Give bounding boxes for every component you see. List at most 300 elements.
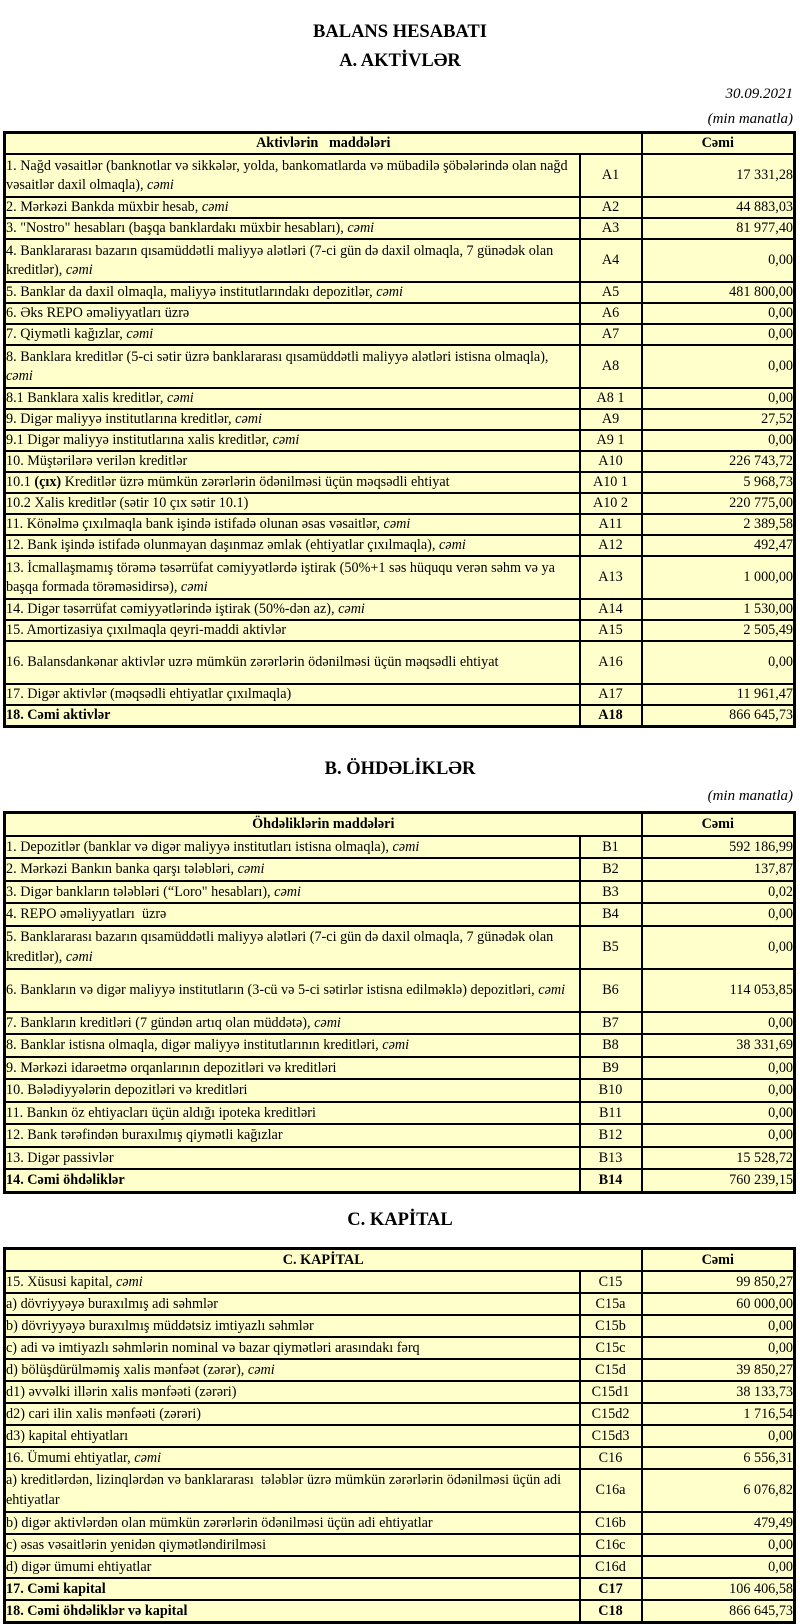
- row-code: C15c: [580, 1337, 642, 1359]
- row-label-segment: 10. Bələdiyyələrin depozitləri və kreditləri: [6, 1082, 248, 1098]
- table-row: [5, 493, 795, 514]
- row-label: [5, 881, 580, 904]
- row-value: 15 528,72: [642, 1147, 795, 1170]
- row-value: 592 186,99: [642, 836, 795, 859]
- row-label-segment: cəmi: [274, 883, 301, 900]
- row-code: B5: [580, 926, 642, 969]
- row-label-segment: cəmi: [538, 981, 566, 998]
- row-value: 1 530,00: [642, 599, 795, 620]
- row-value: 481 800,00: [642, 282, 795, 303]
- row-label-segment: 6. Bankların və digər maliyyə institutların (3-cü və 5-ci sətirlər istisna edilməklə) depozitləri,: [6, 981, 539, 998]
- row-label-segment: 16. Ümumi ehtiyatlar,: [6, 1449, 135, 1466]
- table-row: [5, 472, 795, 493]
- row-value: 106 406,58: [642, 1578, 795, 1600]
- row-value: 0,00: [642, 1556, 795, 1578]
- row-value: 1 000,00: [642, 556, 795, 599]
- table-row: [5, 1556, 795, 1578]
- table-row: [5, 451, 795, 472]
- row-label-segment: 8. Banklara kreditlər (5-ci sətir üzrə banklararası qısamüddətli maliyyə alətləri istisna olmaqla),: [6, 348, 553, 365]
- row-label-segment: 6. Əks REPO əməliyyatları üzrə: [6, 305, 190, 321]
- row-code: B10: [580, 1079, 642, 1102]
- row-label-segment: 1. Nağd vəsaitlər (banknotlar və sikkələr, yolda, bankomatlarda və mübadilə şöbələrində olan nağd vəsaitlər daxil olmaqla),: [6, 157, 572, 193]
- row-label-segment: 12. Bank tərəfindən buraxılmış qiymətli kağızlar: [6, 1127, 283, 1143]
- table-row: [5, 1315, 795, 1337]
- row-label: [5, 154, 580, 197]
- row-code: C16d: [580, 1556, 642, 1578]
- table-row: [5, 197, 795, 218]
- row-label-segment: b) digər aktivlərdən olan mümkün zərərlərin ödənilməsi üçün adi ehtiyatlar: [6, 1514, 433, 1531]
- section-c-heading: C. KAPİTAL: [347, 1209, 453, 1230]
- row-label: [5, 969, 580, 1012]
- row-value: 0,00: [642, 1012, 795, 1035]
- row-value: 6 556,31: [642, 1447, 795, 1469]
- row-label: [5, 451, 580, 472]
- assets-header-row: [5, 133, 795, 155]
- table-row: [5, 409, 795, 430]
- row-value: 2 389,58: [642, 514, 795, 535]
- table-row: [5, 836, 795, 859]
- table-row: [5, 705, 795, 727]
- row-value: 0,00: [642, 641, 795, 684]
- row-label: [5, 1534, 580, 1556]
- row-label-segment: cəmi: [338, 601, 365, 617]
- row-value: 2 505,49: [642, 620, 795, 641]
- row-label-segment: 14. Cəmi öhdəliklər: [6, 1172, 125, 1188]
- table-row: [5, 556, 795, 599]
- row-label-segment: cəmi: [65, 261, 93, 278]
- row-label-segment: 8.1 Banklara xalis kreditlər,: [6, 390, 167, 406]
- row-value: 1 716,54: [642, 1403, 795, 1425]
- row-label-segment: cəmi: [126, 326, 154, 342]
- row-label-segment: 5. Banklararası bazarın qısamüddətli maliyyə alətləri (7-ci gün də daxil olmaqla, 7 günədək olan kreditlər),: [6, 928, 557, 965]
- row-label: [5, 1359, 580, 1381]
- row-label: [5, 641, 580, 684]
- row-label-segment: 7. Bankların kreditləri (7 gündən artıq olan müddətə),: [6, 1014, 315, 1031]
- row-label: [5, 1512, 580, 1534]
- row-code: A10: [580, 451, 642, 472]
- table-row: [5, 388, 795, 409]
- row-label-segment: cəmi: [147, 176, 174, 193]
- capital-header-row: [5, 1248, 795, 1271]
- row-label: [5, 430, 580, 451]
- row-label-segment: cəmi: [392, 838, 420, 855]
- table-row: [5, 903, 795, 926]
- row-label-segment: 3. Digər bankların tələbləri (“Loro" hesabları),: [6, 883, 275, 900]
- row-label: [5, 218, 580, 239]
- row-label: [5, 1600, 580, 1623]
- row-label: [5, 388, 580, 409]
- row-label-segment: cəmi: [272, 432, 300, 448]
- table-row: [5, 684, 795, 705]
- row-code: A6: [580, 303, 642, 324]
- table-row: [5, 345, 795, 388]
- row-code: A14: [580, 599, 642, 620]
- row-code: C15b: [580, 1315, 642, 1337]
- row-code: C15a: [580, 1293, 642, 1315]
- row-code: C15d1: [580, 1381, 642, 1403]
- row-code: C17: [580, 1578, 642, 1600]
- row-label: [5, 1271, 580, 1293]
- row-value: 479,49: [642, 1512, 795, 1534]
- row-label-segment: c) əsas vəsaitlərin yenidən qiymətləndirilməsi: [6, 1536, 267, 1553]
- table-row: [5, 324, 795, 345]
- row-label-segment: 9. Mərkəzi idarəetmə orqanlarının depozitləri və kreditləri: [6, 1059, 337, 1076]
- row-value: 0,00: [642, 926, 795, 969]
- row-code: B11: [580, 1102, 642, 1125]
- row-code: B2: [580, 858, 642, 881]
- row-label-segment: 1. Depozitlər (banklar və digər maliyyə institutları istisna olmaqla),: [6, 838, 393, 855]
- table-row: [5, 881, 795, 904]
- row-code: C18: [580, 1600, 642, 1623]
- row-label-segment: cəmi: [247, 1361, 275, 1378]
- row-label-segment: a) kreditlərdən, lizinqlərdən və banklararası tələblər üzrə mümkün zərərlərin ödənilməsi üçün adi ehtiyatlar: [6, 1472, 565, 1508]
- row-label-segment: 13. Digər passivlər: [6, 1149, 114, 1166]
- row-label: [5, 324, 580, 345]
- row-label-segment: cəmi: [6, 367, 33, 384]
- row-label: [5, 599, 580, 620]
- row-label: [5, 409, 580, 430]
- row-label-segment: 3. "Nostro" hesabları (başqa banklardakı müxbir hesabları),: [6, 220, 348, 236]
- row-code: A16: [580, 641, 642, 684]
- row-label-segment: 17. Cəmi kapital: [6, 1580, 106, 1597]
- table-row: [5, 926, 795, 969]
- table-row: [5, 514, 795, 535]
- row-label: [5, 1102, 580, 1125]
- table-row: [5, 282, 795, 303]
- row-label: [5, 1447, 580, 1469]
- row-code: A13: [580, 556, 642, 599]
- row-value: 866 645,73: [642, 705, 795, 727]
- row-code: A10 1: [580, 472, 642, 493]
- table-row: [5, 1534, 795, 1556]
- section-b-heading: B. ÖHDƏLİKLƏR: [324, 759, 476, 779]
- row-label: [5, 1425, 580, 1447]
- row-value: 0,00: [642, 1079, 795, 1102]
- row-value: 0,00: [642, 1337, 795, 1359]
- row-label-segment: cəmi: [166, 390, 194, 406]
- row-code: A1: [580, 154, 642, 197]
- row-code: A11: [580, 514, 642, 535]
- capital-table: [3, 1247, 796, 1624]
- row-label-segment: 2. Mərkəzi Bankın banka qarşı tələbləri,: [6, 861, 238, 877]
- row-label-segment: 10.2 Xalis kreditlər (sətir 10 çıx sətir 10.1): [6, 495, 249, 511]
- row-label-segment: 9.1 Digər maliyyə institutlarına xalis kreditlər,: [6, 432, 273, 448]
- row-value: 226 743,72: [642, 451, 795, 472]
- table-row: [5, 535, 795, 556]
- row-code: A12: [580, 535, 642, 556]
- row-label-segment: cəmi: [201, 199, 229, 215]
- table-row: [5, 1012, 795, 1035]
- liabilities-total-column-header: Cəmi: [642, 813, 795, 836]
- row-label: [5, 1315, 580, 1337]
- row-label-segment: cəmi: [383, 516, 411, 532]
- row-label-segment: 10. Müştərilərə verilən kreditlər: [6, 453, 188, 469]
- row-label-segment: d3) kapital ehtiyatları: [6, 1427, 129, 1444]
- table-row: [5, 1147, 795, 1170]
- row-code: B4: [580, 903, 642, 926]
- row-label: [5, 1034, 580, 1057]
- row-value: 60 000,00: [642, 1293, 795, 1315]
- row-label-segment: cəmi: [376, 284, 403, 300]
- row-label: [5, 1469, 580, 1512]
- row-label-segment: 15. Amortizasiya çıxılmaqla qeyri-maddi aktivlər: [6, 622, 287, 638]
- row-label: [5, 282, 580, 303]
- row-label: [5, 239, 580, 282]
- row-label: [5, 1147, 580, 1170]
- table-row: [5, 1079, 795, 1102]
- row-value: 0,00: [642, 1124, 795, 1147]
- row-value: 0,00: [642, 345, 795, 388]
- row-label-segment: c) adi və imtiyazlı səhmlərin nominal və bazar qiymətləri arasındakı fərq: [6, 1339, 420, 1356]
- row-code: C16c: [580, 1534, 642, 1556]
- row-code: B13: [580, 1147, 642, 1170]
- row-code: A10 2: [580, 493, 642, 514]
- row-code: B7: [580, 1012, 642, 1035]
- row-label-segment: cəmi: [180, 578, 208, 595]
- row-value: 0,02: [642, 881, 795, 904]
- row-label: [5, 836, 580, 859]
- table-row: [5, 1403, 795, 1425]
- row-label-segment: 8. Banklar istisna olmaqla, digər maliyyə institutlarının kreditləri,: [6, 1037, 383, 1053]
- row-label: [5, 705, 580, 727]
- row-code: B3: [580, 881, 642, 904]
- row-label-segment: a) dövriyyəyə buraxılmış adi səhmlər: [6, 1295, 218, 1312]
- row-label-segment: cəmi: [134, 1449, 162, 1466]
- row-code: A17: [580, 684, 642, 705]
- row-label-segment: Kreditlər üzrə mümkün zərərlərin ödənilməsi üçün məqsədli ehtiyat: [61, 474, 450, 490]
- table-row: [5, 1169, 795, 1192]
- row-label: [5, 926, 580, 969]
- row-value: 0,00: [642, 1057, 795, 1080]
- table-row: [5, 969, 795, 1012]
- row-value: 11 961,47: [642, 684, 795, 705]
- row-label: [5, 345, 580, 388]
- row-code: A8: [580, 345, 642, 388]
- capital-total-column-header: Cəmi: [642, 1248, 795, 1271]
- row-label: [5, 493, 580, 514]
- row-value: 0,00: [642, 1315, 795, 1337]
- row-label-segment: 16. Balansdankənar aktivlər uzrə mümkün zərərlərin ödənilməsi üçün məqsədli ehtiyat: [6, 654, 499, 670]
- row-value: 0,00: [642, 324, 795, 345]
- row-label-segment: d) bölüşdürülməmiş xalis mənfəət (zərər),: [6, 1361, 248, 1378]
- unit-note-assets: (min manatla): [707, 111, 793, 127]
- row-value: 0,00: [642, 1425, 795, 1447]
- row-code: A2: [580, 197, 642, 218]
- row-label-segment: 18. Cəmi öhdəliklər və kapital: [6, 1602, 188, 1619]
- table-row: [5, 1102, 795, 1125]
- row-label-segment: cəmi: [314, 1014, 341, 1031]
- row-label-segment: cəmi: [65, 949, 93, 965]
- row-label-segment: 5. Banklar da daxil olmaqla, maliyyə institutlarındakı depozitlər,: [6, 284, 377, 300]
- row-code: C15: [580, 1271, 642, 1293]
- table-row: [5, 599, 795, 620]
- row-code: A9: [580, 409, 642, 430]
- table-row: [5, 858, 795, 881]
- row-label: [5, 556, 580, 599]
- row-code: A9 1: [580, 430, 642, 451]
- table-row: [5, 1425, 795, 1447]
- table-row: [5, 1578, 795, 1600]
- table-row: [5, 1337, 795, 1359]
- table-row: [5, 620, 795, 641]
- row-label-segment: 15. Xüsusi kapital,: [6, 1273, 116, 1290]
- row-label: [5, 197, 580, 218]
- row-label-segment: 4. REPO əməliyyatları üzrə: [6, 906, 167, 922]
- row-value: 0,00: [642, 1534, 795, 1556]
- row-label-segment: 7. Qiymətli kağızlar,: [6, 326, 127, 342]
- row-code: C15d3: [580, 1425, 642, 1447]
- row-label-segment: 14. Digər təsərrüfat cəmiyyətlərində iştirak (50%-dən az),: [6, 601, 339, 617]
- liabilities-items-column-header: Öhdəliklərin maddələri: [5, 813, 642, 836]
- row-label-segment: 17. Digər aktivlər (məqsədli ehtiyatlar çıxılmaqla): [6, 686, 292, 702]
- row-label-segment: cəmi: [237, 861, 265, 877]
- row-label-segment: 4. Banklararası bazarın qısamüddətli maliyyə alətləri (7-ci gün də daxil olmaqla, 7 günədək olan kreditlər),: [6, 242, 557, 278]
- row-label-segment: 9. Digər maliyyə institutlarına kreditlər,: [6, 411, 236, 427]
- table-row: [5, 1293, 795, 1315]
- section-a-heading: A. AKTİVLƏR: [339, 51, 461, 71]
- row-code: B14: [580, 1169, 642, 1192]
- row-code: A8 1: [580, 388, 642, 409]
- row-value: 760 239,15: [642, 1169, 795, 1192]
- row-label: [5, 1079, 580, 1102]
- row-label-segment: 10.1: [6, 474, 35, 490]
- row-label-segment: (çıx): [34, 474, 62, 490]
- row-label-segment: cəmi: [382, 1037, 410, 1053]
- table-row: [5, 1447, 795, 1469]
- row-value: 0,00: [642, 1102, 795, 1125]
- table-row: [5, 303, 795, 324]
- table-row: [5, 1034, 795, 1057]
- row-label-segment: d2) cari ilin xalis mənfəəti (zərəri): [6, 1405, 201, 1422]
- row-code: B12: [580, 1124, 642, 1147]
- table-row: [5, 430, 795, 451]
- row-label: [5, 1169, 580, 1192]
- row-label: [5, 514, 580, 535]
- row-value: 114 053,85: [642, 969, 795, 1012]
- row-code: A15: [580, 620, 642, 641]
- row-label: [5, 472, 580, 493]
- row-value: 137,87: [642, 858, 795, 881]
- row-label: [5, 1578, 580, 1600]
- row-label-segment: d) digər ümumi ehtiyatlar: [6, 1558, 152, 1575]
- row-label: [5, 1403, 580, 1425]
- table-row: [5, 1381, 795, 1403]
- row-value: 492,47: [642, 535, 795, 556]
- row-code: B1: [580, 836, 642, 859]
- row-label: [5, 1293, 580, 1315]
- row-code: C16a: [580, 1469, 642, 1512]
- table-row: [5, 1600, 795, 1623]
- row-value: 0,00: [642, 430, 795, 451]
- row-label: [5, 858, 580, 881]
- row-label-segment: cəmi: [347, 220, 375, 236]
- document-title: BALANS HESABATI: [313, 22, 487, 42]
- row-value: 0,00: [642, 239, 795, 282]
- table-row: [5, 1469, 795, 1512]
- table-row: [5, 218, 795, 239]
- table-row: [5, 641, 795, 684]
- row-code: C15d: [580, 1359, 642, 1381]
- table-row: [5, 154, 795, 197]
- row-value: 38 133,73: [642, 1381, 795, 1403]
- row-value: 0,00: [642, 903, 795, 926]
- capital-items-column-header: C. KAPİTAL: [5, 1248, 642, 1271]
- row-label: [5, 620, 580, 641]
- liabilities-table: [3, 811, 796, 1194]
- unit-note-liabilities: (min manatla): [707, 788, 793, 804]
- row-code: C16: [580, 1447, 642, 1469]
- row-label-segment: b) dövriyyəyə buraxılmış müddətsiz imtiyazlı səhmlər: [6, 1317, 314, 1334]
- row-label: [5, 1381, 580, 1403]
- row-code: A18: [580, 705, 642, 727]
- row-label: [5, 1124, 580, 1147]
- liabilities-header-row: [5, 813, 795, 836]
- row-label: [5, 303, 580, 324]
- row-label: [5, 684, 580, 705]
- row-value: 27,52: [642, 409, 795, 430]
- report-date: 30.09.2021: [725, 86, 793, 102]
- row-label-segment: d1) əvvəlki illərin xalis mənfəəti (zərəri): [6, 1383, 237, 1400]
- row-label: [5, 1337, 580, 1359]
- row-label: [5, 1057, 580, 1080]
- row-label-segment: cəmi: [115, 1273, 143, 1290]
- row-label-segment: cəmi: [438, 537, 466, 553]
- row-value: 99 850,27: [642, 1271, 795, 1293]
- row-label: [5, 535, 580, 556]
- row-code: A3: [580, 218, 642, 239]
- row-label: [5, 1012, 580, 1035]
- table-row: [5, 1359, 795, 1381]
- assets-table: [3, 131, 796, 728]
- row-label: [5, 903, 580, 926]
- row-code: C16b: [580, 1512, 642, 1534]
- row-code: B9: [580, 1057, 642, 1080]
- assets-items-column-header: Aktivlərin maddələri: [5, 133, 642, 155]
- row-value: 866 645,73: [642, 1600, 795, 1623]
- row-value: 38 331,69: [642, 1034, 795, 1057]
- table-row: [5, 1057, 795, 1080]
- row-label-segment: cəmi: [235, 411, 262, 427]
- row-value: 39 850,27: [642, 1359, 795, 1381]
- row-code: A7: [580, 324, 642, 345]
- row-value: 81 977,40: [642, 218, 795, 239]
- row-code: B6: [580, 969, 642, 1012]
- row-label-segment: 12. Bank işində istifadə olunmayan daşınmaz əmlak (ehtiyatlar çıxılmaqla),: [6, 537, 439, 553]
- table-row: [5, 1271, 795, 1293]
- row-code: B8: [580, 1034, 642, 1057]
- row-value: 6 076,82: [642, 1469, 795, 1512]
- row-code: A4: [580, 239, 642, 282]
- table-row: [5, 1512, 795, 1534]
- row-value: 0,00: [642, 303, 795, 324]
- row-label-segment: 18. Cəmi aktivlər: [6, 707, 111, 723]
- row-code: A5: [580, 282, 642, 303]
- row-label: [5, 1556, 580, 1578]
- row-value: 44 883,03: [642, 197, 795, 218]
- row-value: 17 331,28: [642, 154, 795, 197]
- table-row: [5, 239, 795, 282]
- row-label-segment: 2. Mərkəzi Bankda müxbir hesab,: [6, 199, 202, 215]
- row-label-segment: 13. İcmallaşmamış törəmə təsərrüfat cəmiyyətlərdə iştirak (50%+1 səs hüququ verən səhm və ya başqa formada törəməsidirsə),: [6, 559, 559, 595]
- row-label-segment: 11. Könəlmə çıxılmaqla bank işində istifadə olunan əsas vəsaitlər,: [6, 516, 384, 532]
- assets-total-column-header: Cəmi: [642, 133, 795, 155]
- row-value: 220 775,00: [642, 493, 795, 514]
- row-value: 5 968,73: [642, 472, 795, 493]
- table-row: [5, 1124, 795, 1147]
- row-value: 0,00: [642, 388, 795, 409]
- row-label-segment: 11. Bankın öz ehtiyacları üçün aldığı ipoteka kreditləri: [6, 1104, 316, 1121]
- row-code: C15d2: [580, 1403, 642, 1425]
